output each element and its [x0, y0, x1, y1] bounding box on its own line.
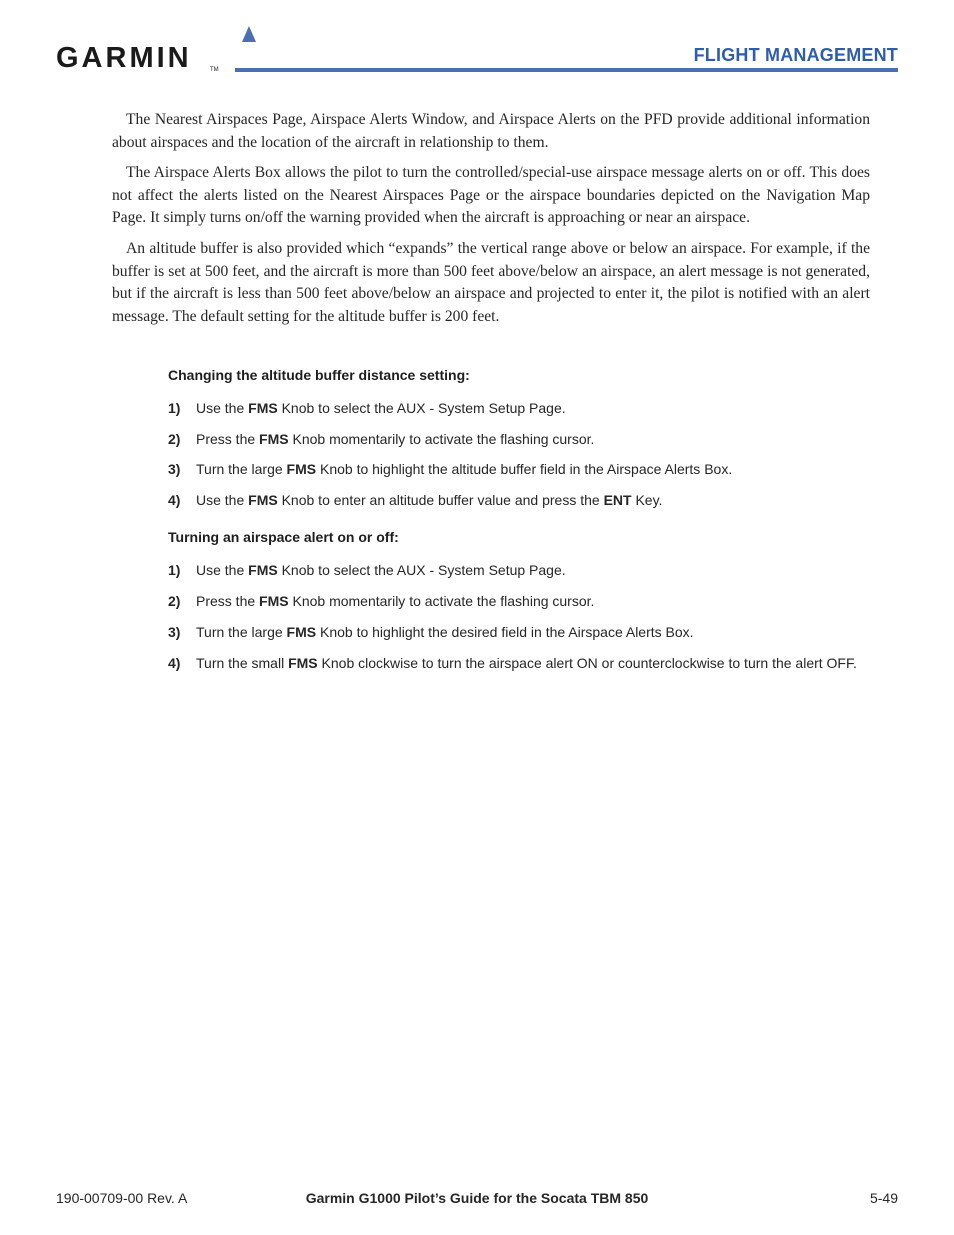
- step-control: FMS: [248, 492, 278, 508]
- section-title: FLIGHT MANAGEMENT: [693, 45, 898, 65]
- procedure-step: [168, 562, 566, 578]
- step-number: 4): [168, 492, 181, 508]
- garmin-logo: [56, 26, 222, 76]
- body-text: [112, 109, 870, 336]
- step-text: Turn the large: [196, 624, 287, 640]
- step-text: Knob to enter an altitude buffer value and press the: [277, 492, 604, 508]
- header-rule: [235, 68, 898, 72]
- footer-doc-number: 190-00709-00 Rev. A: [56, 1190, 188, 1206]
- step-number: 1): [168, 400, 181, 416]
- procedure-step: [168, 624, 694, 640]
- procedure-step: [168, 593, 594, 609]
- step-text: Knob to highlight the desired field in the Airspace Alerts Box.: [316, 624, 694, 640]
- procedure-heading: Turning an airspace alert on or off:: [168, 529, 399, 545]
- step-number: 2): [168, 593, 181, 609]
- paragraph: The Nearest Airspaces Page, Airspace Alerts Window, and Airspace Alerts on the PFD provide additional information about airspaces and the location of the aircraft in relationship to them.: [112, 111, 870, 151]
- paragraph: The Airspace Alerts Box allows the pilot to turn the controlled/special-use airspace message alerts on or off. This does not affect the alerts listed on the Nearest Airspaces Page or the airspace boundaries depicted on the Navigation Map Page. It simply turns on/off the warning provided when the aircraft is approaching or near an airspace.: [112, 164, 870, 227]
- step-number: 4): [168, 655, 181, 671]
- step-control: FMS: [288, 655, 318, 671]
- step-control: FMS: [286, 461, 317, 477]
- step-control: FMS: [248, 562, 278, 578]
- step-text: Press the: [196, 431, 260, 447]
- step-number: 3): [168, 461, 181, 477]
- step-text: Turn the small: [196, 655, 289, 671]
- footer-page-number: 5-49: [869, 1190, 898, 1206]
- step-text: Knob clockwise to turn the airspace alert ON or counterclockwise to turn the alert OFF.: [317, 655, 857, 671]
- procedure-step: [168, 492, 662, 508]
- step-control: FMS: [259, 431, 289, 447]
- paragraph: An altitude buffer is also provided which “expands” the vertical range above or below an airspace. For example, if the buffer is set at 500 feet, and the aircraft is more than 500 feet above/below an airspace, an alert message is not generated, but if the aircraft is less than 500 feet above/below an airspace and projected to enter it, the pilot is notified with an alert message. The default setting for the altitude buffer is 200 feet.: [112, 239, 870, 325]
- step-text: Use the: [196, 400, 249, 416]
- step-text: Use the: [196, 562, 249, 578]
- procedure-step: [168, 461, 732, 477]
- footer-guide-title: Garmin G1000 Pilot’s Guide for the Socata TBM 850: [305, 1190, 649, 1206]
- step-number: 3): [168, 624, 181, 640]
- step-text: Use the: [196, 492, 249, 508]
- step-text: Knob to select the AUX - System Setup Page.: [277, 562, 566, 578]
- step-number: 2): [168, 431, 181, 447]
- step-control: ENT: [603, 492, 632, 508]
- procedure-heading: Changing the altitude buffer distance setting:: [168, 367, 470, 383]
- logo-trademark: TM: [210, 67, 219, 73]
- step-number: 1): [168, 562, 181, 578]
- step-control: FMS: [259, 593, 289, 609]
- procedure-step: [168, 655, 857, 671]
- step-text: Knob momentarily to activate the flashing cursor.: [288, 593, 595, 609]
- step-control: FMS: [248, 400, 278, 416]
- logo-wordmark: GARMIN: [56, 42, 192, 74]
- procedure-step: [168, 431, 594, 447]
- step-text: Press the: [196, 593, 260, 609]
- step-text: Key.: [631, 492, 663, 508]
- step-text: Turn the large: [196, 461, 287, 477]
- procedure-step: [168, 400, 566, 416]
- step-control: FMS: [286, 624, 317, 640]
- step-text: Knob momentarily to activate the flashing cursor.: [288, 431, 595, 447]
- logo-triangle-icon: [242, 26, 256, 42]
- step-text: Knob to highlight the altitude buffer field in the Airspace Alerts Box.: [316, 461, 733, 477]
- step-text: Knob to select the AUX - System Setup Page.: [277, 400, 566, 416]
